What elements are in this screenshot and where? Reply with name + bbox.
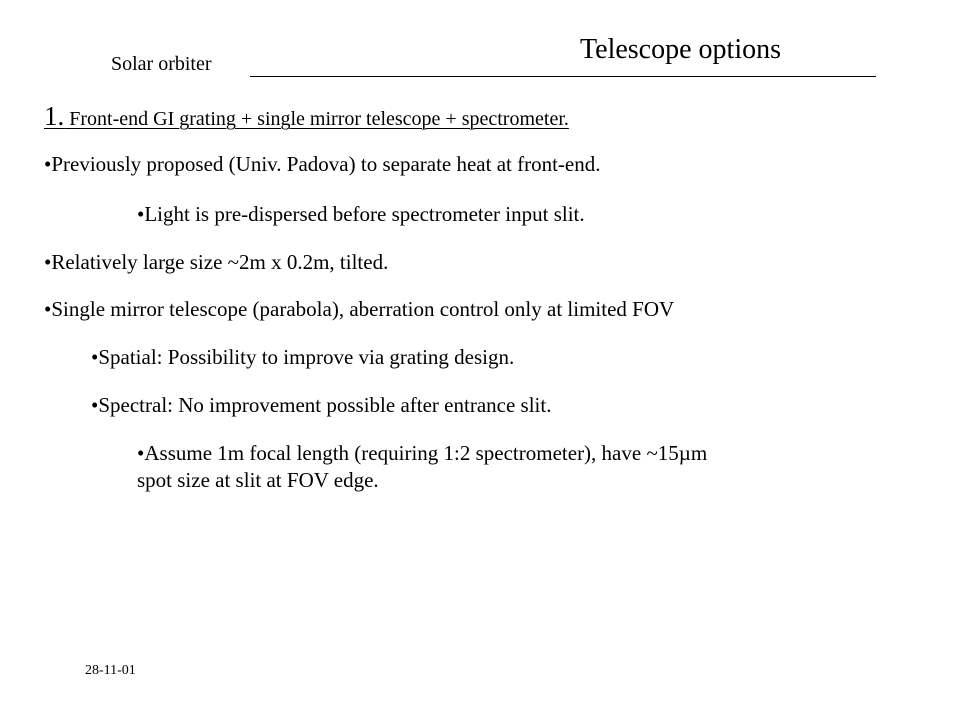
bullet-assume-focal-length: •Assume 1m focal length (requiring 1:2 spectrometer), have ~15µm bbox=[137, 441, 708, 465]
bullet-assume-focal-length-continued: spot size at slit at FOV edge. bbox=[137, 468, 379, 492]
bullet-single-mirror-telescope: •Single mirror telescope (parabola), aberration control only at limited FOV bbox=[44, 297, 675, 321]
section-heading-text: Front-end GI grating + single mirror telescope + spectrometer. bbox=[64, 108, 569, 130]
footer-date: 28-11-01 bbox=[85, 663, 136, 678]
section-heading bbox=[44, 102, 569, 133]
bullet-spatial: •Spatial: Possibility to improve via grating design. bbox=[91, 345, 515, 369]
bullet-light-pre-dispersed: •Light is pre-dispersed before spectrometer input slit. bbox=[137, 202, 585, 226]
header-left-label: Solar orbiter bbox=[111, 53, 212, 75]
slide-title: Telescope options bbox=[580, 34, 781, 65]
bullet-relatively-large-size: •Relatively large size ~2m x 0.2m, tilted. bbox=[44, 250, 389, 274]
header-rule bbox=[250, 76, 876, 77]
bullet-spectral: •Spectral: No improvement possible after entrance slit. bbox=[91, 393, 552, 417]
section-number: 1. bbox=[44, 101, 65, 131]
bullet-previously-proposed: •Previously proposed (Univ. Padova) to separate heat at front-end. bbox=[44, 152, 601, 176]
